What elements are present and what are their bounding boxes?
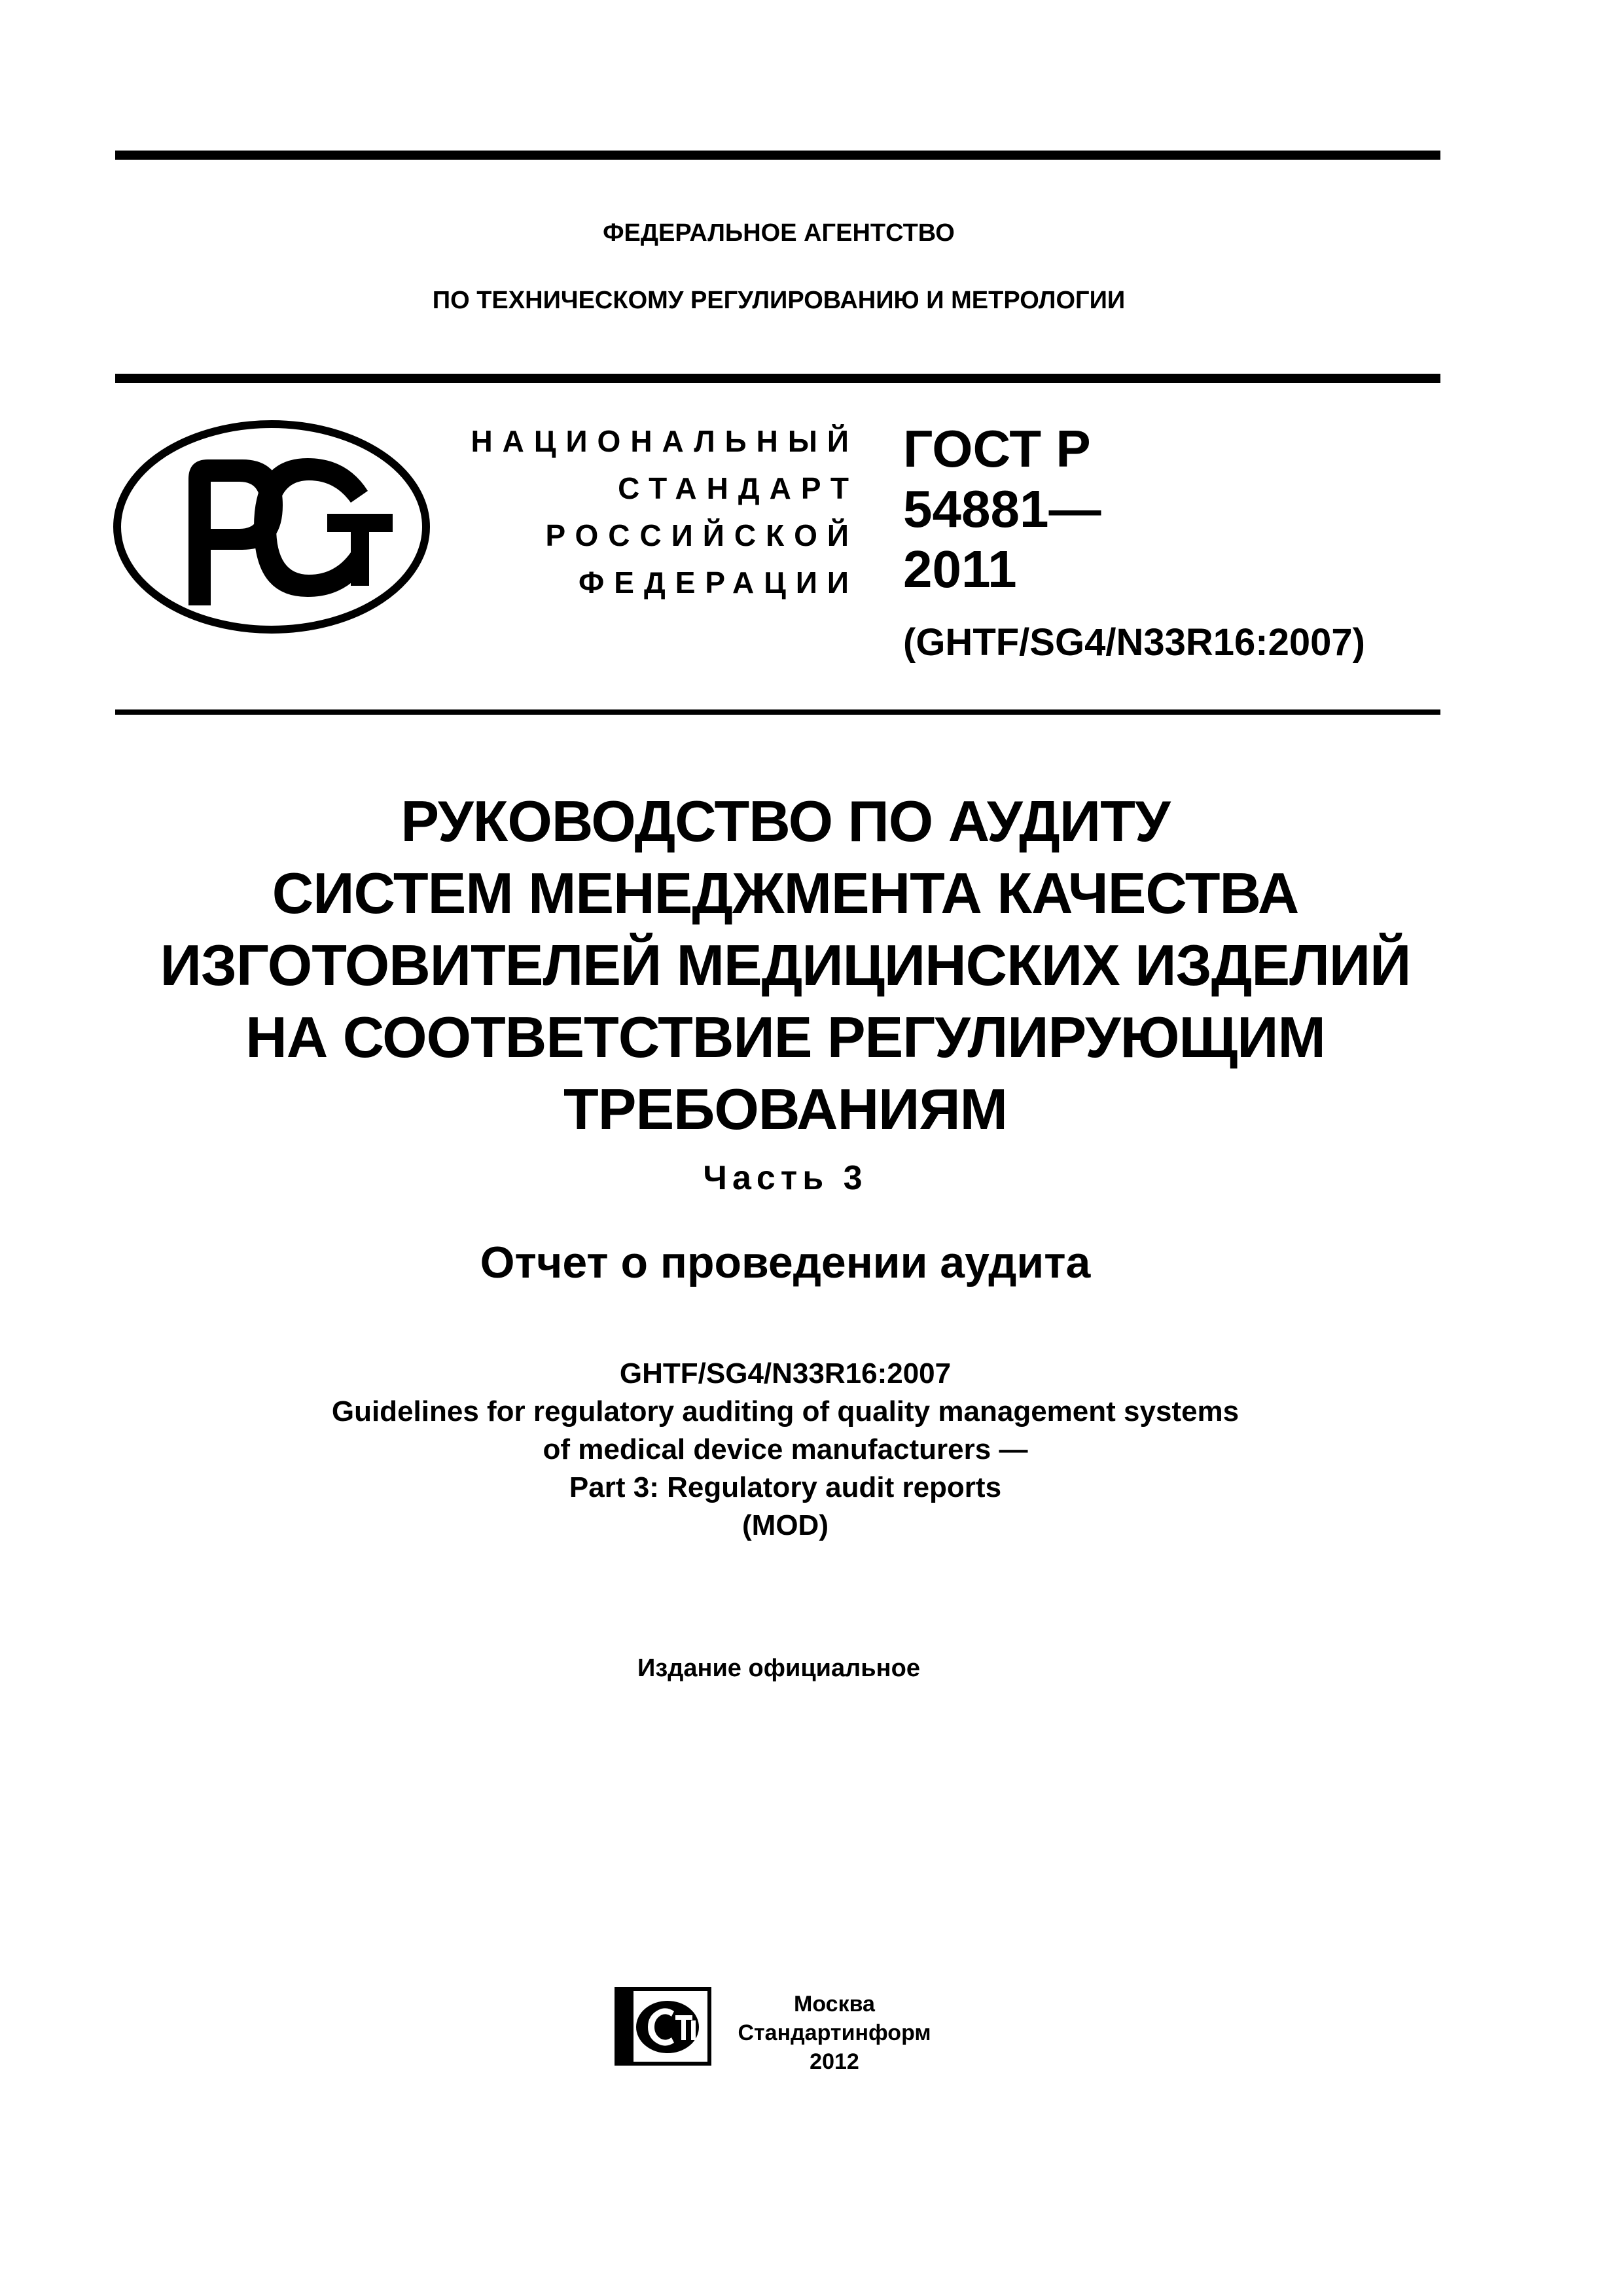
designation-line-1: ГОСТ Р [903,420,1091,478]
title-divider [115,709,1440,715]
publisher-city: Москва [794,1992,875,2017]
english-line-2: Guidelines for regulatory auditing of quality management systems [331,1395,1240,1427]
part-number: Часть 3 [703,1159,868,1197]
national-standard-line-4: ФЕДЕРАЦИИ [579,565,859,600]
document-title [0,785,1571,1145]
rst-certification-mark-icon [111,419,432,635]
title-line-2: СИСТЕМ МЕНЕДЖМЕНТА КАЧЕСТВА [272,861,1299,925]
national-standard-line-3: РОССИЙСКОЙ [545,518,859,552]
modified-from-designation: (GHTF/SG4/N33R16:2007) [903,621,1365,664]
header-divider [115,374,1440,383]
national-standard-line-1: НАЦИОНАЛЬНЫЙ [471,424,859,458]
english-title-block [0,1355,1571,1545]
publisher-block [730,1990,939,2076]
top-divider [115,151,1440,160]
title-line-4: НА СООТВЕТСТВИЕ РЕГУЛИРУЮЩИМ [245,1005,1325,1069]
agency-line-1: ФЕДЕРАЛЬНОЕ АГЕНТСТВО [603,219,955,247]
english-line-5: (MOD) [742,1509,829,1541]
national-standard-label [471,418,859,606]
standartinform-logo-icon [614,1986,712,2066]
english-line-3: of medical device manufacturers — [543,1433,1028,1465]
national-standard-line-2: СТАНДАРТ [618,471,859,505]
publisher-name: Стандартинформ [738,2020,931,2045]
designation-line-2: 54881— [903,480,1101,538]
title-line-1: РУКОВОДСТВО ПО АУДИТУ [401,789,1170,853]
title-line-5: ТРЕБОВАНИЯМ [563,1077,1007,1141]
designation-line-3: 2011 [903,540,1017,598]
publisher-year: 2012 [810,2049,859,2074]
edition-label: Издание официальное [637,1655,920,1682]
document-subtitle: Отчет о проведении аудита [480,1238,1091,1287]
standard-designation [903,419,1101,600]
english-line-4: Part 3: Regulatory audit reports [569,1471,1002,1503]
agency-line-2: ПО ТЕХНИЧЕСКОМУ РЕГУЛИРОВАНИЮ И МЕТРОЛОГИИ [432,287,1126,314]
title-line-3: ИЗГОТОВИТЕЛЕЙ МЕДИЦИНСКИХ ИЗДЕЛИЙ [160,933,1411,997]
english-line-1: GHTF/SG4/N33R16:2007 [619,1357,952,1390]
